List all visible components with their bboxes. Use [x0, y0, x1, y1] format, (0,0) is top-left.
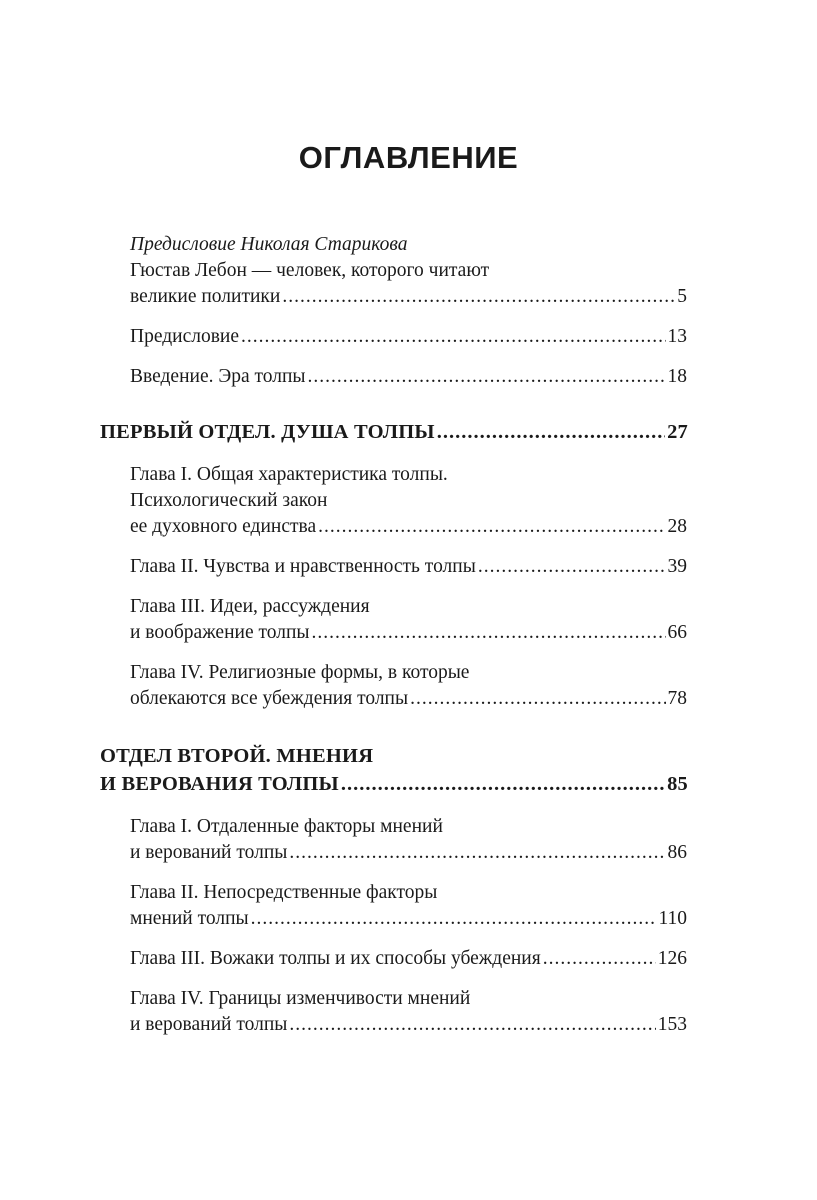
- page-number: 85: [667, 773, 688, 795]
- page-number: 66: [667, 622, 687, 643]
- dot-leader: [410, 686, 665, 712]
- toc-entry-line: Гюстав Лебон — человек, которого читают: [130, 260, 490, 281]
- toc-entry-title: мнений толпы: [130, 908, 249, 929]
- preface-author: Предисловие Николая Старикова: [130, 234, 408, 255]
- toc-entry-chapter-1-1[interactable]: [130, 462, 687, 540]
- toc-entry-chapter-2-1[interactable]: [130, 814, 687, 866]
- dot-leader: [341, 770, 665, 798]
- page-number: 28: [667, 516, 687, 537]
- toc-entry-line: Глава IV. Границы изменчивости мнений: [130, 988, 471, 1009]
- page-number: 5: [677, 286, 687, 307]
- toc-entry-introduction[interactable]: [130, 364, 687, 390]
- page-number: 126: [657, 948, 687, 969]
- page-number: 39: [667, 556, 687, 577]
- page-number: 78: [667, 688, 687, 709]
- toc-entry-preface-starikov[interactable]: [130, 232, 687, 310]
- page-number: 110: [658, 908, 687, 929]
- toc-entry-title: и верований толпы: [130, 842, 288, 863]
- toc-entry-chapter-2-2[interactable]: [130, 880, 687, 932]
- dot-leader: [241, 324, 665, 350]
- dot-leader: [308, 364, 666, 390]
- toc-entry-chapter-1-3[interactable]: [130, 594, 687, 646]
- toc-entry-chapter-1-4[interactable]: [130, 660, 687, 712]
- toc-section-title: И ВЕРОВАНИЯ ТОЛПЫ: [100, 773, 339, 795]
- page-number: 86: [667, 842, 687, 863]
- toc-entry-title: и воображение толпы: [130, 622, 310, 643]
- table-of-contents: [0, 232, 817, 1038]
- toc-section-first[interactable]: [100, 418, 688, 446]
- toc-entry-title: Предисловие: [130, 326, 240, 347]
- toc-section-line: ОТДЕЛ ВТОРОЙ. МНЕНИЯ: [100, 745, 374, 767]
- toc-entry-line: Психологический закон: [130, 490, 328, 511]
- dot-leader: [543, 946, 656, 972]
- toc-entry-title: облекаются все убеждения толпы: [130, 688, 409, 709]
- toc-section-second[interactable]: [100, 742, 688, 798]
- toc-entry-title: Глава III. Вожаки толпы и их способы убеждения: [130, 948, 541, 969]
- dot-leader: [251, 906, 657, 932]
- toc-entry-line: Глава III. Идеи, рассуждения: [130, 596, 370, 617]
- toc-entry-line: Глава II. Непосредственные факторы: [130, 882, 438, 903]
- dot-leader: [318, 514, 665, 540]
- toc-entry-title: великие политики: [130, 286, 281, 307]
- toc-entry-line: Глава I. Отдаленные факторы мнений: [130, 816, 443, 837]
- toc-entry-chapter-2-4[interactable]: [130, 986, 687, 1038]
- page-number: 153: [657, 1014, 687, 1035]
- page-number: 18: [667, 366, 687, 387]
- toc-entry-title: и верований толпы: [130, 1014, 288, 1035]
- toc-section-title: ПЕРВЫЙ ОТДЕЛ. ДУША ТОЛПЫ: [100, 421, 435, 443]
- toc-entry-title: ее духовного единства: [130, 516, 317, 537]
- dot-leader: [289, 840, 665, 866]
- dot-leader: [282, 284, 675, 310]
- toc-entry-line: Глава I. Общая характеристика толпы.: [130, 464, 448, 485]
- dot-leader: [312, 620, 666, 646]
- dot-leader: [437, 418, 665, 446]
- toc-entry-line: Глава IV. Религиозные формы, в которые: [130, 662, 470, 683]
- dot-leader: [289, 1012, 655, 1038]
- toc-entry-chapter-1-2[interactable]: [130, 554, 687, 580]
- page-number: 13: [667, 326, 687, 347]
- toc-entry-title: Глава II. Чувства и нравственность толпы: [130, 556, 476, 577]
- toc-entry-title: Введение. Эра толпы: [130, 366, 306, 387]
- page-number: 27: [667, 421, 688, 443]
- page-title: ОГЛАВЛЕНИЕ: [298, 140, 519, 175]
- toc-entry-preface[interactable]: [130, 324, 687, 350]
- dot-leader: [478, 554, 666, 580]
- toc-entry-chapter-2-3[interactable]: [130, 946, 687, 972]
